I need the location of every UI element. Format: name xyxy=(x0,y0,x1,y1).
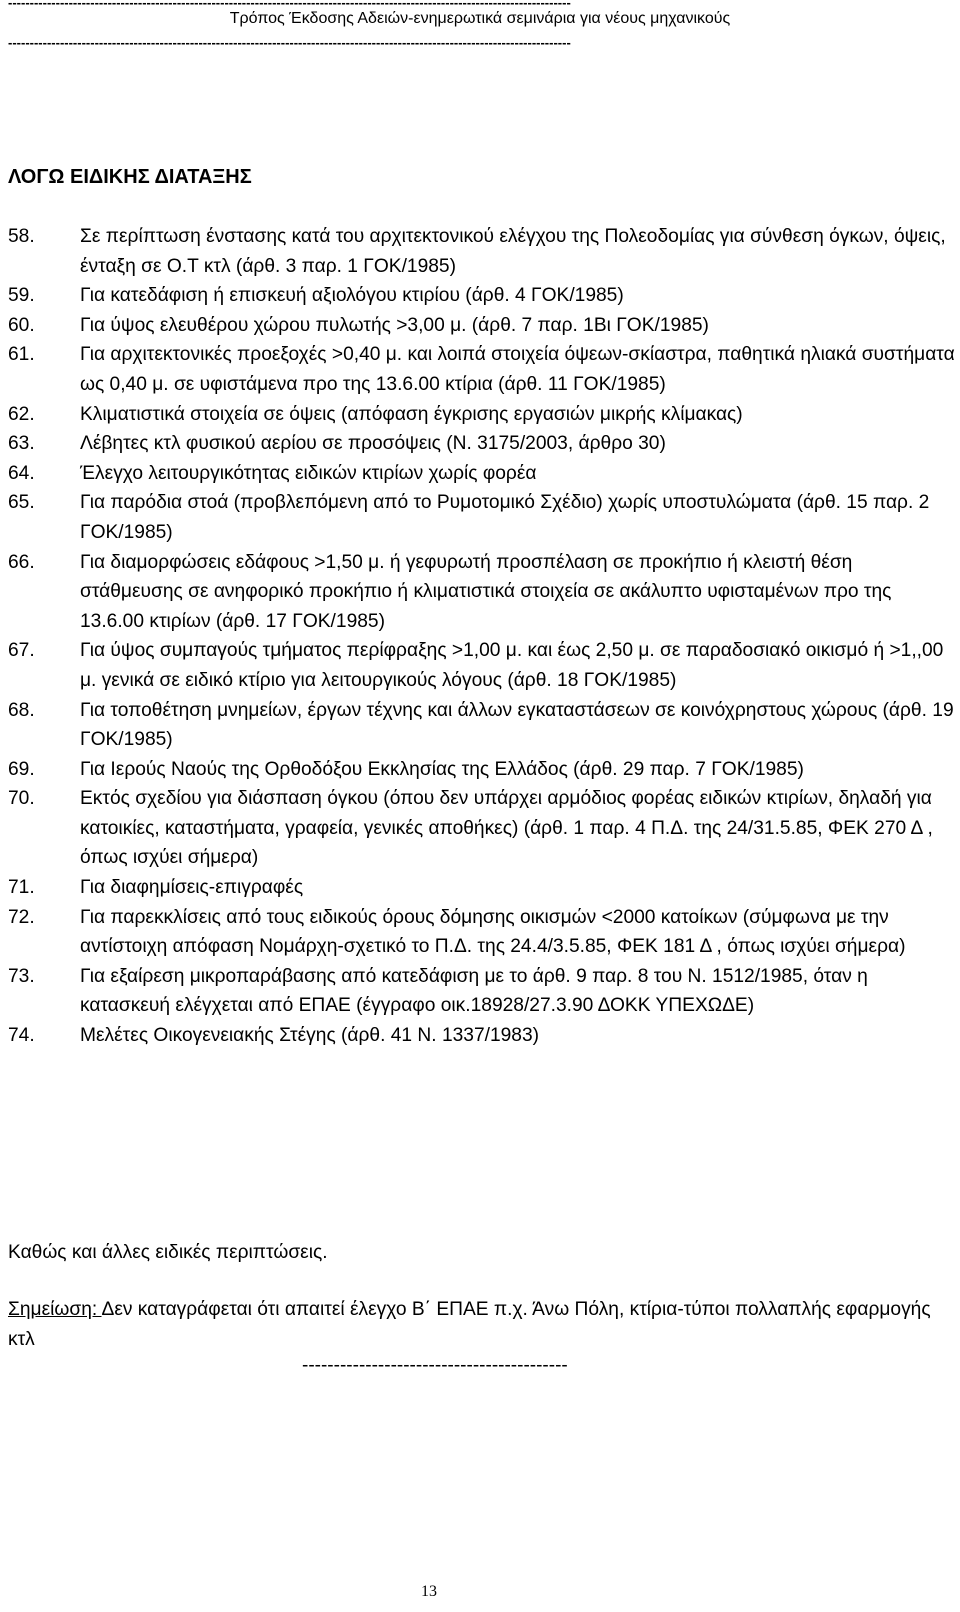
note-paragraph xyxy=(8,1295,958,1354)
list-item-number: 60. xyxy=(8,314,35,336)
list-item-text: Για κατεδάφιση ή επισκευή αξιολόγου κτιρίου (άρθ. 4 ΓΟΚ/1985) xyxy=(80,285,624,307)
list-item-text: Για παρεκκλίσεις από τους ειδικούς όρους δόμησης οικισμών <2000 κατοίκων (σύμφωνα με την αντίστοιχη απόφαση Νομάρχη-σχετικό το Π.Δ. της 24.4/3.5.85, ΦΕΚ 181 Δ , όπως ισχύει σήμερα) xyxy=(80,906,906,958)
list-item-text: Για παρόδια στοά (προβλεπόμενη από το Ρυμοτομικό Σχέδιο) χωρίς υποστυλώματα (άρθ. 15 παρ. 2 ΓΟΚ/1985) xyxy=(80,492,930,543)
list-item xyxy=(8,696,958,755)
note-text: Δεν καταγράφεται ότι απαιτεί έλεγχο Β΄ ΕΠΑΕ π.χ. Άνω Πόλη, κτίρια-τύποι πολλαπλής εφαρμογής κτλ xyxy=(8,1299,931,1350)
page-number: 13 xyxy=(421,1583,437,1600)
list-item-number: 65. xyxy=(8,492,35,514)
list-item xyxy=(8,400,958,430)
list-item-text: Σε περίπτωση ένστασης κατά του αρχιτεκτονικού ελέγχου της Πολεοδομίας για σύνθεση όγκων, όψεις, ένταξη σε Ο.Τ κτλ (άρθ. 3 παρ. 1 ΓΟΚ/1985) xyxy=(80,226,946,277)
list-item xyxy=(8,222,958,281)
list-item-number: 73. xyxy=(8,965,35,987)
note-label: Σημείωση: xyxy=(8,1299,102,1320)
list-item-number: 59. xyxy=(8,285,35,307)
list-item-number: 66. xyxy=(8,551,35,573)
list-item-number: 74. xyxy=(8,1025,35,1047)
list-item xyxy=(8,459,958,489)
list-item xyxy=(8,962,958,1021)
list-item-text: Για τοποθέτηση μνημείων, έργων τέχνης και άλλων εγκαταστάσεων σε κοινόχρηστους χώρους (άρθ. 19 ΓΟΚ/1985) xyxy=(80,699,954,751)
list-item-number: 70. xyxy=(8,788,35,810)
list-item xyxy=(8,1021,958,1051)
list-item xyxy=(8,429,958,459)
header-bottom-rule: ---------------------------------------------------------------------------------------------------------------------------------- xyxy=(8,36,571,50)
list-item-text: Για αρχιτεκτονικές προεξοχές >0,40 μ. και λοιπά στοιχεία όψεων-σκίαστρα, παθητικά ηλιακά συστήματα ως 0,40 μ. σε υφιστάμενα προ της 13.6.00 κτίρια (άρθ. 11 ΓΟΚ/1985) xyxy=(80,344,955,395)
list-item-text: Εκτός σχεδίου για διάσπαση όγκου (όπου δεν υπάρχει αρμόδιος φορέας ειδικών κτιρίων, δηλαδή για κατοικίες, καταστήματα, γραφεία, γενικές αποθήκες) (άρθ. 1 παρ. 4 Π.Δ. της 24/31.5.85, ΦΕΚ 270 Δ , όπως ισχύει σήμερα) xyxy=(80,788,933,869)
list-item-number: 64. xyxy=(8,462,35,484)
list-item-text: Για διαμορφώσεις εδάφους >1,50 μ. ή γεφυρωτή προσπέλαση σε προκήπιο ή κλειστή θέση στάθμευσης σε ανηφορικό προκήπιο ή κλιματιστικά στοιχεία σε ακάλυπτο υφισταμένων προ της 13.6.00 κτιρίων (άρθ. 17 ΓΟΚ/1985) xyxy=(80,551,892,632)
list-item-text: Έλεγχο λειτουργικότητας ειδικών κτιρίων χωρίς φορέα xyxy=(80,462,537,484)
other-cases-paragraph: Καθώς και άλλες ειδικές περιπτώσεις. xyxy=(8,1242,328,1263)
list-item-number: 62. xyxy=(8,403,35,425)
list-item-text: Για διαφημίσεις-επιγραφές xyxy=(80,877,304,899)
list-item xyxy=(8,903,958,962)
running-header-title: Τρόπος Έκδοσης Αδειών-ενημερωτικά σεμινάρια για νέους μηχανικούς xyxy=(229,10,731,27)
list-item-number: 68. xyxy=(8,699,35,721)
list-item-text: Λέβητες κτλ φυσικού αερίου σε προσόψεις (Ν. 3175/2003, άρθρο 30) xyxy=(80,433,666,455)
list-item-text: Για Ιερούς Ναούς της Ορθοδόξου Εκκλησίας της Ελλάδος (άρθ. 29 παρ. 7 ΓΟΚ/1985) xyxy=(80,758,804,780)
list-item-text: Μελέτες Οικογενειακής Στέγης (άρθ. 41 Ν. 1337/1983) xyxy=(80,1025,540,1047)
list-item-text: Για ύψος συμπαγούς τμήματος περίφραξης >1,00 μ. και έως 2,50 μ. σε παραδοσιακό οικισμό ή >1,,00 μ. γενικά σε ειδικό κτίριο για λειτουργικούς λόγους (άρθ. 18 ΓΟΚ/1985) xyxy=(80,640,944,691)
header-top-rule: ---------------------------------------------------------------------------------------------------------------------------------- xyxy=(8,0,571,10)
list-item xyxy=(8,784,958,873)
list-item-text: Για ύψος ελευθέρου χώρου πυλωτής >3,00 μ. (άρθ. 7 παρ. 1Βι ΓΟΚ/1985) xyxy=(80,314,709,336)
list-item-number: 61. xyxy=(8,344,35,366)
numbered-list xyxy=(8,222,958,1051)
list-item xyxy=(8,755,958,785)
list-item xyxy=(8,636,958,695)
list-item-number: 72. xyxy=(8,906,35,928)
list-item-number: 71. xyxy=(8,877,35,899)
closing-separator: ------------------------------------------ xyxy=(302,1355,568,1376)
list-item-text: Κλιματιστικά στοιχεία σε όψεις (απόφαση έγκρισης εργασιών μικρής κλίμακας) xyxy=(80,403,743,425)
list-item xyxy=(8,311,958,341)
list-item xyxy=(8,340,958,399)
list-item xyxy=(8,873,958,903)
list-item xyxy=(8,488,958,547)
list-item-text: Για εξαίρεση μικροπαράβασης από κατεδάφιση με το άρθ. 9 παρ. 8 του Ν. 1512/1985, όταν η κατασκευή ελέγχεται από ΕΠΑΕ (έγγραφο οικ.18928/27.3.90 ΔΟΚΚ ΥΠΕΧΩΔΕ) xyxy=(80,965,868,1017)
list-item-number: 63. xyxy=(8,433,35,455)
list-item-number: 67. xyxy=(8,640,35,662)
list-item xyxy=(8,548,958,637)
section-heading: ΛΟΓΩ ΕΙΔΙΚΗΣ ΔΙΑΤΑΞΗΣ xyxy=(8,166,252,188)
list-item-number: 58. xyxy=(8,226,35,247)
list-item xyxy=(8,281,958,311)
list-item-number: 69. xyxy=(8,758,35,780)
